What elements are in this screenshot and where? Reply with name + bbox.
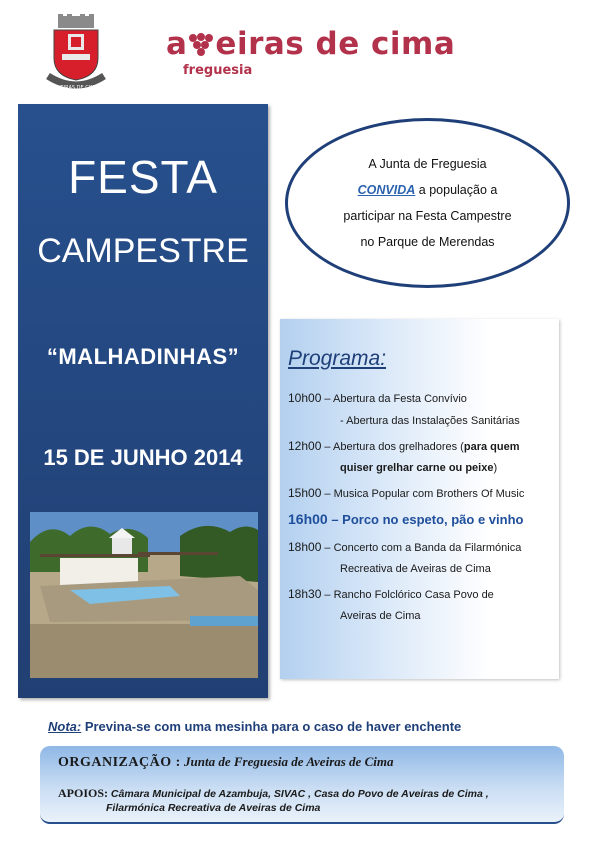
organization-line — [58, 754, 393, 771]
brand-text: eiras de cima — [215, 26, 456, 62]
brand-subtitle: freguesia — [183, 63, 253, 78]
invite-line-4: no Parque de Merendas — [360, 235, 495, 249]
invitation-oval — [285, 118, 570, 288]
event-date: 15 DE JUNHO 2014 — [43, 445, 243, 470]
organization-label: ORGANIZAÇÃO : — [58, 755, 181, 770]
park-photo — [30, 512, 258, 678]
program-title: Programa: — [288, 347, 387, 370]
parish-coat-of-arms — [42, 14, 110, 96]
crown-icon — [58, 14, 94, 28]
program-item: 12h00 – Abertura dos grelhadores (para quem — [288, 439, 520, 453]
invite-line-2: CONVIDA a população a — [357, 183, 498, 197]
program-item: 18h30 – Rancho Folclórico Casa Povo de — [288, 587, 494, 601]
note-text: Previna-se com uma mesinha para o caso de haver enchente — [81, 719, 462, 734]
note-label: Nota: — [48, 719, 82, 734]
note-line — [48, 719, 461, 734]
program-box — [280, 319, 559, 679]
brand-logo — [166, 26, 455, 62]
brand-letter-a: a — [166, 26, 188, 62]
convida-word: CONVIDA — [357, 183, 416, 197]
supporters-label: APOIOS: — [58, 786, 109, 800]
program-item: 15h00 – Musica Popular com Brothers Of Music — [288, 486, 525, 500]
invite-line-1: A Junta de Freguesia — [368, 157, 487, 171]
program-item: - Abertura das Instalações Sanitárias — [340, 415, 520, 427]
crest-caption: AVEIRAS DE CIMA — [54, 85, 98, 91]
program-item-highlight: 16h00 – Porco no espeto, pão e vinho — [288, 511, 524, 527]
event-subtitle: CAMPESTRE — [37, 232, 249, 270]
supporters-line — [58, 786, 489, 801]
program-item: 18h00 – Concerto com a Banda da Filarmónica — [288, 540, 522, 554]
supporters-list-continued: Filarmónica Recreativa de Aveiras de Cima — [106, 802, 321, 814]
event-panel — [18, 104, 268, 698]
event-title: FESTA — [68, 151, 218, 203]
program-item: 10h00 – Abertura da Festa Convívio — [288, 391, 467, 405]
program-item: Recreativa de Aveiras de Cima — [340, 563, 491, 575]
organization-box — [40, 746, 564, 824]
invite-line-3: participar na Festa Campestre — [343, 209, 512, 223]
program-item: Aveiras de Cima — [340, 610, 421, 622]
program-item: quiser grelhar carne ou peixe) — [340, 462, 498, 474]
event-place: “MALHADINHAS” — [46, 344, 240, 369]
organization-value: Junta de Freguesia de Aveiras de Cima — [180, 754, 394, 769]
supporters-list: Câmara Municipal de Azambuja, SIVAC , Casa do Povo de Aveiras de Cima , — [108, 788, 489, 800]
grape-icon — [187, 30, 215, 56]
